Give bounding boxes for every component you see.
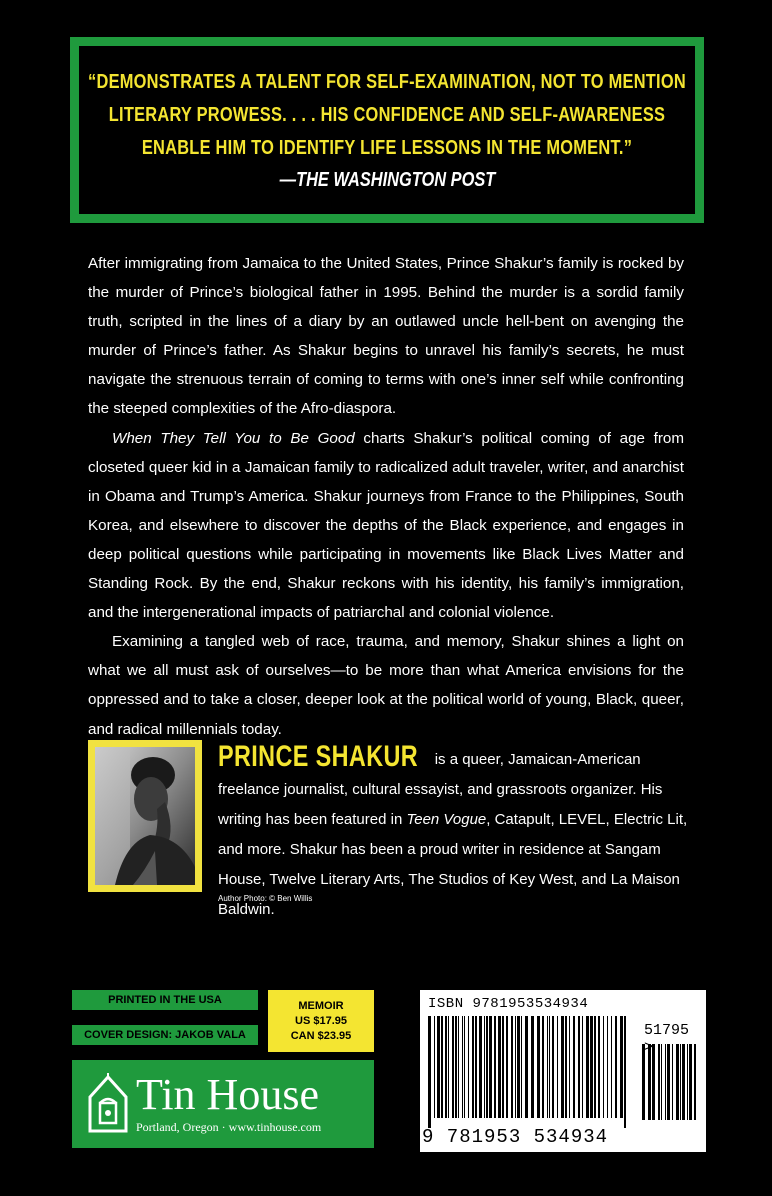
barcode-bar [586,1016,589,1118]
barcode-bar [611,1016,612,1118]
publisher-name: Tin House [136,1070,319,1119]
barcode-bar [428,1016,431,1128]
barcode-addon-bars [642,1044,698,1130]
barcode-bar [549,1016,550,1118]
barcode-digits: 9 781953 534934 [422,1126,609,1148]
barcode-bar [434,1016,435,1118]
price-box [268,990,374,1052]
barcode-bar [578,1016,580,1118]
quote-box [70,37,704,223]
barcode-bar [441,1016,443,1118]
barcode-bar [542,1016,544,1118]
barcode-bar [458,1016,459,1118]
photo-credit: Author Photo: © Ben Willis [218,894,313,903]
barcode-bar [517,1016,520,1118]
quote-attribution: —THE WASHINGTON POST [279,168,495,191]
barcode-bar [552,1016,554,1118]
barcode-bar [484,1016,485,1118]
barcode-bar [565,1016,567,1118]
barcode-bar [590,1016,593,1118]
description-paragraph-2 [88,424,684,628]
barcode-bar [607,1016,608,1118]
barcode-bar [620,1016,623,1118]
barcode [420,990,706,1152]
barcode-bar [455,1016,457,1118]
barcode-bar [479,1016,482,1118]
barcode-bar [521,1016,522,1118]
publisher-logo [72,1060,374,1148]
barcode-bar [468,1016,469,1118]
barcode-bar [624,1016,626,1128]
barcode-bar [573,1016,575,1118]
book-description [88,249,684,744]
barcode-bars [428,1016,628,1128]
barcode-bar [475,1016,477,1118]
barcode-bar [598,1016,600,1118]
house-icon [86,1073,130,1135]
barcode-bar [594,1016,596,1118]
barcode-bar [569,1016,570,1118]
barcode-bar [582,1016,583,1118]
barcode-bar [498,1016,501,1118]
printed-label: PRINTED IN THE USA [72,990,258,1010]
barcode-bar [603,1016,604,1118]
barcode-bar [547,1016,548,1118]
description-paragraph-3: Examining a tangled web of race, trauma, and memory, Shakur shines a light on what we all must ask of ourselves—to be more than what America envisions for the oppressed and to take a closer, deeper look at the political world of young, Black, queer, and radical millennials today. [88,633,684,738]
barcode-bar [531,1016,534,1118]
barcode-bar [452,1016,454,1118]
barcode-bar [472,1016,474,1118]
description-paragraph-1: After immigrating from Jamaica to the United States, Prince Shakur’s family is rocked by the murder of Prince’s biological father in 1995. Behind the murder is a sordid family truth, scripted in the lines of a diary by an outlawed uncle hell-bent on avenging the murder of Prince’s father. As Shakur begins to unravel his family’s secrets, he must navigate the strenuous terrain of coming to terms with one’s inner self while confronting the steeped complexities of the Afro-diaspora. [88,255,684,418]
description-paragraph-2-text: charts Shakur’s political coming of age from closeted queer kid in a Jamaican family to radicalized adult traveler, writer, and anarchist in Obama and Trump’s America. Shakur journeys from France to the Philippines, South Korea, and elsewhere to discover the depths of the Black experience, and engages in deep political questions while participating in movements like Black Lives Matter and Standing Rock. By the end, Shakur reckons with his identity, his family’s immigration, and the intergenerational impacts of patriarchal and colonial violence. [88,429,685,622]
barcode-bar [615,1016,617,1118]
quote-text: “DEMONSTRATES A TALENT FOR SELF-EXAMINATION, NOT TO MENTION LITERARY PROWESS. . . . HIS CONFIDENCE AND SELF-AWARENESS ENABLE HIM TO IDENTIFY LIFE LESSONS IN THE MOMENT.” [88,70,686,159]
barcode-bar [464,1016,465,1118]
barcode-bar [486,1016,488,1118]
barcode-bar [515,1016,516,1118]
barcode-bar [525,1016,528,1118]
barcode-price-code: 51795 > [644,1022,690,1056]
author-bio-text-1: is a queer, Jamaican-American freelance journalist, cultural essayist, and grassroots organizer. His writing has been featured in [218,751,663,828]
author-name: PRINCE SHAKUR [218,740,419,773]
isbn-label: ISBN 9781953534934 [428,996,589,1012]
author-bio-magazine: Teen Vogue [406,811,487,828]
barcode-bar [561,1016,564,1118]
barcode-bar [437,1016,440,1118]
barcode-bar [537,1016,540,1118]
barcode-bar [494,1016,496,1118]
author-bio-text-2: , Catapult, LEVEL, Electric Lit, and more. Shakur has been a proud writer in residence at Sangam House, Twelve Literary Arts, The Studios of Key West, and La Maison Baldwin. [218,811,688,918]
price-category: MEMOIR [298,999,344,1012]
barcode-bar [445,1016,447,1118]
barcode-bar [511,1016,513,1118]
barcode-bar [489,1016,492,1118]
barcode-bar [557,1016,558,1118]
price-can: CAN $23.95 [290,1029,352,1042]
author-photo [88,740,202,892]
barcode-bar [506,1016,508,1118]
price-us: US $17.95 [295,1014,347,1027]
cover-design-label: COVER DESIGN: JAKOB VALA [72,1025,258,1045]
barcode-bar [502,1016,504,1118]
book-title: When They Tell You to Be Good [112,429,355,447]
publisher-location: Portland, Oregon · www.tinhouse.com [136,1120,322,1134]
barcode-bar [448,1016,449,1118]
barcode-bar [462,1016,463,1118]
